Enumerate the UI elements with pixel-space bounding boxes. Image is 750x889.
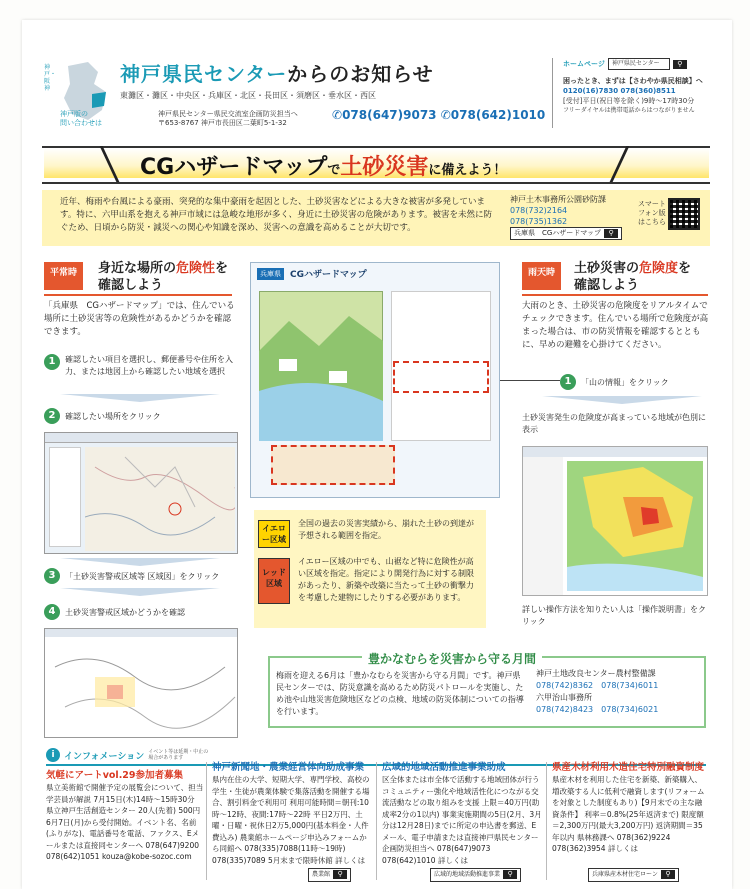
risk-map-screenshot	[522, 446, 708, 596]
normal-divider	[44, 294, 232, 296]
news-2-head: 神戸新聞地・農業経営体向助成事業	[212, 762, 365, 773]
banner-pre: CGハザードマップ	[140, 155, 328, 180]
search-icon: ⚲	[503, 870, 517, 879]
hazardmap-search-label: 兵庫県 CGハザードマップ	[514, 229, 602, 237]
step-number-1: 1	[44, 354, 60, 370]
search-icon: ⚲	[333, 870, 347, 879]
banner-mid: で	[327, 163, 341, 178]
normal-title-red: 危険性	[176, 261, 216, 276]
hazardmap-search-button[interactable]	[510, 227, 622, 240]
mura-office-1: 神戸土地改良センター農村整備課	[536, 669, 656, 678]
normal-title-2: を	[215, 261, 229, 276]
contact-label-1: 神戸版の	[60, 110, 88, 118]
news-3-body: 区全体または市全体で活動する地域団体が行うコミュニティー強化や地域活性化につながる交流活動などの取り組みを支援 上限＝40万円(助成率2分の1以内) 事業実施期間の5日(2月、3月分は12月28日)までに所定の申込書を郵送、Eメール、電子申請または直接神戸県民センター企画防災担当へ 078(647)9073 078(642)1010 詳しくは	[382, 775, 542, 865]
consult-line: 困ったとき、まずは【さわやか県民相談】へ	[563, 77, 703, 85]
consult-note: フリーダイヤルは携帯電話からはつながりません	[563, 107, 695, 114]
intro-office: 神戸土木事務所公園砂防課	[510, 195, 606, 204]
map-preview	[85, 447, 235, 551]
mura-contacts	[536, 668, 658, 716]
step-number-2: 2	[44, 408, 60, 424]
news-3-head: 広域的地域活動推進事業助成	[382, 762, 506, 773]
news-2-body: 県内在住の大学、短期大学、専門学校、高校の学生・生徒が農業体験で集落活動を開催する場合、割引料金で利用可 利用可能時間＝朝刊:10時～12時、夜間:17時～22時 平日2万円、土曜・日曜・祝休日2万5,000円(基本料金・人件費込み) 農業館ホームページ申込みフォームから同館へ 078(335)7088(11時～19時) 078(335)7089 5月末まで限時休館 詳しくは	[212, 775, 370, 865]
normal-step-4	[44, 604, 185, 620]
rain-step-1-text: 「山の情報」をクリック	[581, 377, 669, 387]
header-tel-2: 078(642)1010	[450, 108, 546, 122]
step-number-4: 4	[44, 604, 60, 620]
agri-search-label: 農業館	[312, 871, 331, 878]
rain-title	[574, 260, 691, 294]
mura-title: 豊かなむらを災害から守る月間	[362, 650, 542, 667]
search-icon: ⚲	[604, 229, 618, 238]
normal-body: 「兵庫県 CGハザードマップ」では、住んでいる場所に土砂災害等の危険性があるかどうかを確認できます。	[44, 301, 235, 337]
normal-step-3	[44, 568, 219, 584]
normal-title	[98, 260, 228, 294]
page-title	[120, 58, 434, 87]
yellow-zone-text: 全国の過去の災害実績から、崩れた土砂の到達が予想される範囲を指定。	[298, 519, 474, 540]
normal-title-1: 身近な場所の	[98, 261, 177, 276]
rain-note: 詳しい操作方法を知りたい人は「操作説明書」をクリック	[522, 605, 706, 626]
header-tel-1: 078(647)9073	[342, 108, 437, 122]
consult-hours: [受付]平日(祝日等を除く)9時～17時30分	[563, 97, 695, 105]
step-number-1: 1	[560, 374, 576, 390]
rain-title-1: 土砂災害の	[574, 261, 640, 276]
homepage-label: ホームページ	[563, 60, 605, 68]
normal-step-3-text: 「土砂災害警戒区域等 区域図」をクリック	[65, 571, 220, 581]
hazardmap-site-screenshot	[250, 262, 500, 498]
news-1-body: 県立美術館で開催予定の展覧会について、担当学芸員が解説 7月15日(木)14時～15時30分 県立神戸生活創造センター 20人(先着) 500円 6月7日(月)から受付開始。イベント名、名前(ふりがな)、電話番号を電話、ファクス、Eメールまたは直接同センターへ 078(647)9200 078(642)1051 kouza@kobe-sozoc.com	[46, 783, 204, 861]
site-illustration	[259, 291, 383, 441]
homepage-search-input[interactable]: 神戸県民センター	[608, 58, 670, 70]
info-note: イベント等は延期・中止の場合があります	[148, 749, 209, 761]
consult-tel: 0120(16)7830 078(360)8511	[563, 87, 676, 95]
agri-search-button[interactable]	[308, 868, 351, 882]
wood-search-label: 兵庫県産木材住宅ローン	[592, 871, 658, 878]
news-item-1	[46, 770, 204, 886]
connector-line	[500, 380, 560, 381]
search-icon[interactable]: ⚲	[673, 60, 687, 69]
yellow-zone-label: イエロー区域	[258, 520, 290, 548]
fax-icon: ✆	[440, 108, 451, 122]
red-zone-text: イエロー区域の中でも、山裾など特に危険性が高い区域を指定。指定により開発行為に対する制限があったり、新築や改築に当たって土砂の衝撃力を考慮した建物にしたりする必要があります。	[298, 557, 474, 602]
info-label: インフォメーション	[64, 751, 145, 762]
step-number-3: 3	[44, 568, 60, 584]
normal-tag: 平常時	[44, 262, 83, 290]
rain-step-2-text: 土砂災害発生の危険度が高まっている地域が色別に表示	[522, 413, 706, 434]
col-divider-3	[546, 762, 547, 880]
wood-search-button[interactable]	[588, 868, 679, 882]
rain-tag: 雨天時	[522, 262, 561, 290]
rain-step-1	[560, 374, 669, 390]
banner-red: 土砂災害	[340, 155, 429, 180]
news-item-4	[552, 762, 708, 879]
site-logo: 兵庫県	[257, 268, 284, 280]
contact-address	[158, 110, 298, 128]
title-main: 神戸県民センター	[120, 62, 288, 86]
contact-label-2: 問い合わせは	[60, 119, 102, 127]
header-phones	[332, 108, 545, 122]
banner-heading	[140, 150, 506, 181]
title-rest: からのお知らせ	[287, 62, 434, 86]
step-2-screenshot	[44, 432, 238, 554]
normal-step-2	[44, 408, 161, 424]
info-icon: i	[46, 748, 60, 762]
intro-tel-2: 078(735)1362	[510, 217, 568, 226]
normal-step-4-text: 土砂災害警戒区域かどうかを確認	[65, 607, 185, 617]
search-icon: ⚲	[661, 870, 675, 879]
step-4-screenshot	[44, 628, 238, 738]
rain-title-red: 危険度	[639, 261, 679, 276]
rain-divider	[522, 294, 708, 296]
wards-list: 東灘区・灘区・中央区・兵庫区・北区・長田区・須磨区・垂水区・西区	[120, 91, 376, 100]
news-1-head: 気軽にアートvol.29参加者募集	[46, 770, 184, 781]
mura-tel-1: 078(742)8362	[536, 681, 594, 690]
rain-title-3: 確認しよう	[574, 278, 640, 293]
red-zone-label: レッド区域	[258, 558, 290, 604]
area-search-button[interactable]	[430, 868, 521, 882]
col-divider-2	[376, 762, 377, 880]
rain-title-2: を	[678, 261, 692, 276]
intro-text: 近年、梅雨や台風による豪雨、突発的な集中豪雨を起因とした、土砂災害などによる大きな被害が多発しています。特に、六甲山系を抱える神戸市域には急峻な地形が多く、身近に土砂災害の危険があります。被害を未然に防ぐため、日頃から防災・減災への関心や知識を深め、災害への意識を高めることが大切です。	[60, 197, 492, 233]
intro-contact	[510, 194, 622, 240]
info-header	[46, 748, 208, 762]
normal-step-2-text: 確認したい場所をクリック	[65, 411, 161, 421]
rain-body: 大雨のとき、土砂災害の危険度をリアルタイムでチェックできます。住んでいる場所で危険度が高まった場合は、市の防災情報を確認するとともに、早めの避難を心掛けてください。	[522, 301, 709, 350]
area-search-label: 広域的地域活動推進事業	[434, 871, 501, 878]
homepage-box	[552, 58, 732, 128]
smartphone-label: スマートフォン版はこちら	[638, 200, 666, 226]
normal-step-1-text: 確認したい項目を選択し、郵便番号や住所を入力、または地図上から確認したい地域を選択	[65, 355, 233, 376]
zone-map-preview	[45, 637, 237, 737]
mura-tel-4: 078(734)6021	[601, 705, 659, 714]
mura-tel-3: 078(742)8423	[536, 705, 594, 714]
mura-office-2: 六甲治山事務所	[536, 693, 592, 702]
news-item-2	[212, 762, 372, 879]
qr-code-icon[interactable]	[668, 198, 700, 230]
side-label: 神戸・阪神	[44, 64, 57, 92]
news-4-head: 県産木材利用木造住宅特別融資制度	[552, 762, 705, 773]
address-line-2: 〒653-8767 神戸市長田区二葉町5-1-32	[158, 119, 287, 127]
col-divider-1	[206, 762, 207, 880]
address-line-1: 神戸県民センター県民交流室企画防災担当へ	[158, 110, 298, 118]
risk-map-preview	[523, 457, 707, 595]
mura-tel-2: 078(734)6011	[601, 681, 659, 690]
news-item-3	[382, 762, 542, 879]
normal-title-3: 確認しよう	[98, 278, 164, 293]
phone-icon: ✆	[332, 108, 343, 122]
news-4-body: 県産木材を利用した住宅を新築、新築購入、増改築する人に低利で融資します(リフォームを対象とした制度もあり)【9月末での主な融資条件】 利率＝0.8%(25年返済まで) 限度額＝2,300万円(最大3,200万円) 返済期間＝35年以内 県林務課へ 078(362)9224 078(362)3954 詳しくは	[552, 775, 705, 853]
mura-text: 梅雨を迎える6月は「豊かなむらを災害から守る月間」です。神戸県民センターでは、防災意識を高めるため防災パトロールを実施し、ため池や山地災害危険地区などの点検、地域の防災体制についての指導を行います。	[276, 671, 524, 716]
banner-post: に備えよう！	[428, 163, 507, 178]
contact-label	[60, 110, 102, 128]
intro-tel-1: 078(732)2164	[510, 206, 568, 215]
site-title: CGハザードマップ	[290, 270, 367, 280]
normal-step-1	[44, 354, 240, 378]
